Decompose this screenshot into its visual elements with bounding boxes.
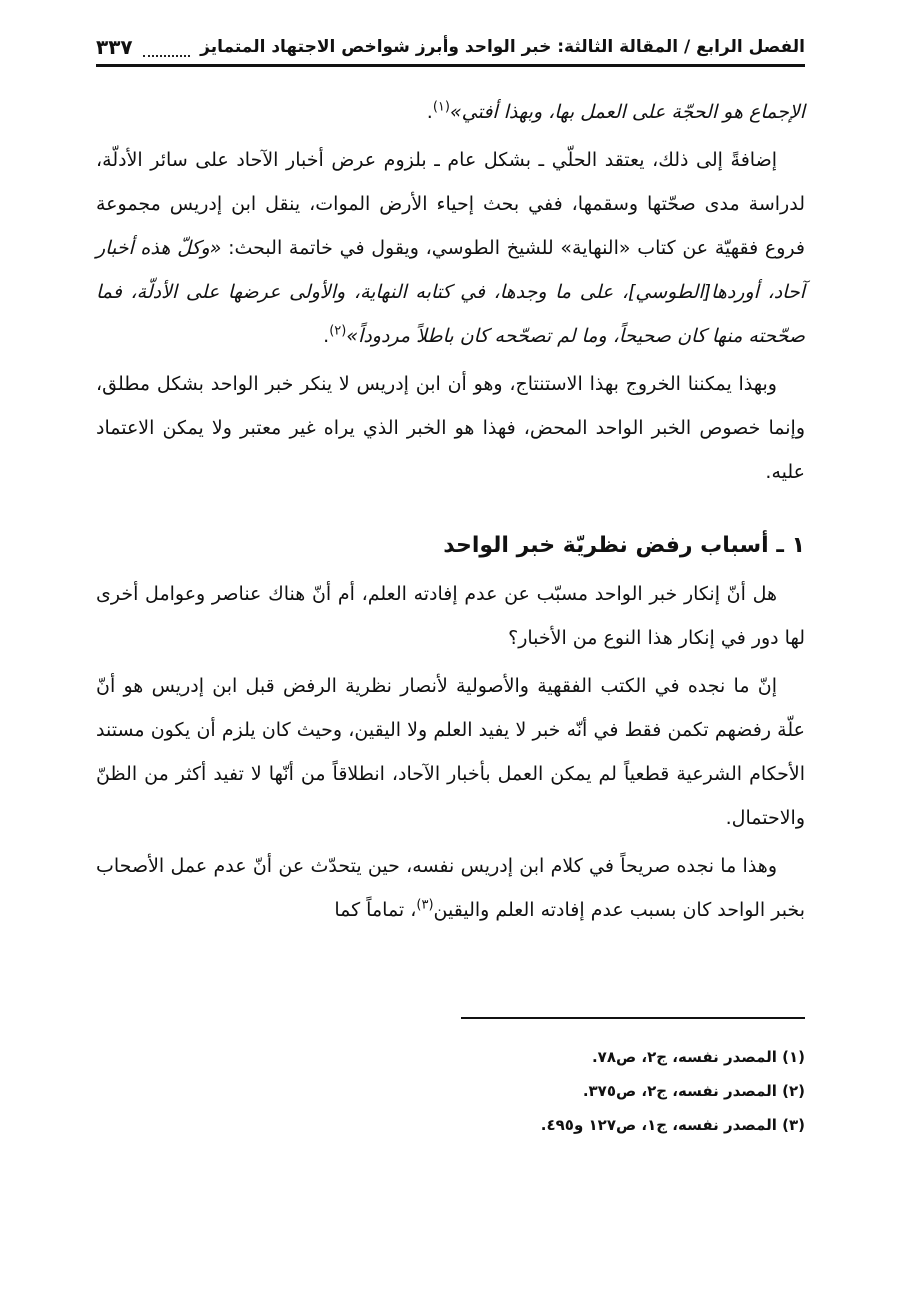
chapter-title: الفصل الرابع / المقالة الثالثة: خبر الواحد وأبرز شواخص الاجتهاد المتمايز: [200, 37, 805, 57]
footnote-ref-3: (٣): [416, 897, 434, 913]
paragraph-2: [96, 138, 805, 358]
section-paragraph-2: إنّ ما نجده في الكتب الفقهية والأصولية لأنصار نظرية الرفض قبل ابن إدريس هو أنّ علّة رفضهم تكمن فقط في أنّه خبر لا يفيد العلم ولا اليقين، وحيث كان يلزم أن يكون مستند الأحكام الشرعية قطعياً لم يمكن العمل بأخبار الآحاد، انطلاقاً من أنّها لا تفيد أكثر من الظنّ والاحتمال.: [96, 675, 805, 829]
footnote-2: (٢) المصدر نفسه، ج٢، ص٣٧٥.: [582, 1082, 805, 1100]
page-number: ٣٣٧: [96, 35, 133, 59]
footnote-ref-2: (٢): [329, 323, 347, 339]
paragraph-tail: ، تماماً كما: [334, 899, 417, 921]
quoted-text: «وكلّ هذه أخبار آحاد، أوردها[الطوسي]، على ما وجدها، في كتابه النهاية، والأولى عرضها على الأدلّة، فما صحّحته منها كان صحيحاً، وما لم تصحّحه كان باطلاً مردوداً»: [96, 237, 805, 347]
header-rule: [96, 64, 805, 67]
section-paragraph-3: [96, 844, 805, 932]
footnote-ref-1: (١): [432, 99, 450, 115]
running-header: [96, 30, 805, 64]
footnote-separator: [461, 1017, 805, 1019]
paragraph-tail: .: [426, 101, 433, 123]
paragraph-lead: إضافةً إلى ذلك، يعتقد الحلّي ـ بشكل عام ـ بلزوم عرض أخبار الآحاد على سائر الأدلّة، لدراسة مدى صحّتها وسقمها، ففي بحث إحياء الأرض الموات، ينقل ابن إدريس مجموعة فروع فقهيّة عن كتاب «النهاية» للشيخ الطوسي، ويقول في خاتمة البحث:: [96, 149, 805, 259]
main-text: [96, 90, 805, 936]
paragraph-3: وبهذا يمكننا الخروج بهذا الاستنتاج، وهو أن ابن إدريس لا ينكر خبر الواحد بشكل مطلق، وإنما خصوص الخبر الواحد المحض، فهذا هو الخبر الذي يراه غير معتبر ولا يمكن الاعتماد عليه.: [96, 373, 805, 483]
paragraph-quote-1: [96, 90, 805, 134]
section-heading: ١ ـ أسباب رفض نظريّة خبر الواحد: [443, 533, 805, 558]
quoted-text: الإجماع هو الحجّة على العمل بها، وبهذا أفتي»: [449, 101, 805, 123]
leader-dots: [143, 37, 191, 57]
paragraph-lead: وهذا ما نجده صريحاً في كلام ابن إدريس نفسه، حين يتحدّث عن أنّ عدم عمل الأصحاب بخبر الواحد كان بسبب عدم إفادته العلم واليقين: [96, 855, 805, 921]
footnote-3: (٣) المصدر نفسه، ج١، ص١٢٧ و٤٩٥.: [540, 1116, 805, 1134]
section-paragraph-1: هل أنّ إنكار خبر الواحد مسبّب عن عدم إفادته العلم، أم أنّ هناك عناصر وعوامل أخرى لها دور في إنكار هذا النوع من الأخبار؟: [96, 583, 805, 649]
paragraph-tail: .: [323, 325, 330, 347]
footnote-1: (١) المصدر نفسه، ج٢، ص٧٨.: [591, 1048, 805, 1066]
footnotes: [96, 1040, 805, 1142]
